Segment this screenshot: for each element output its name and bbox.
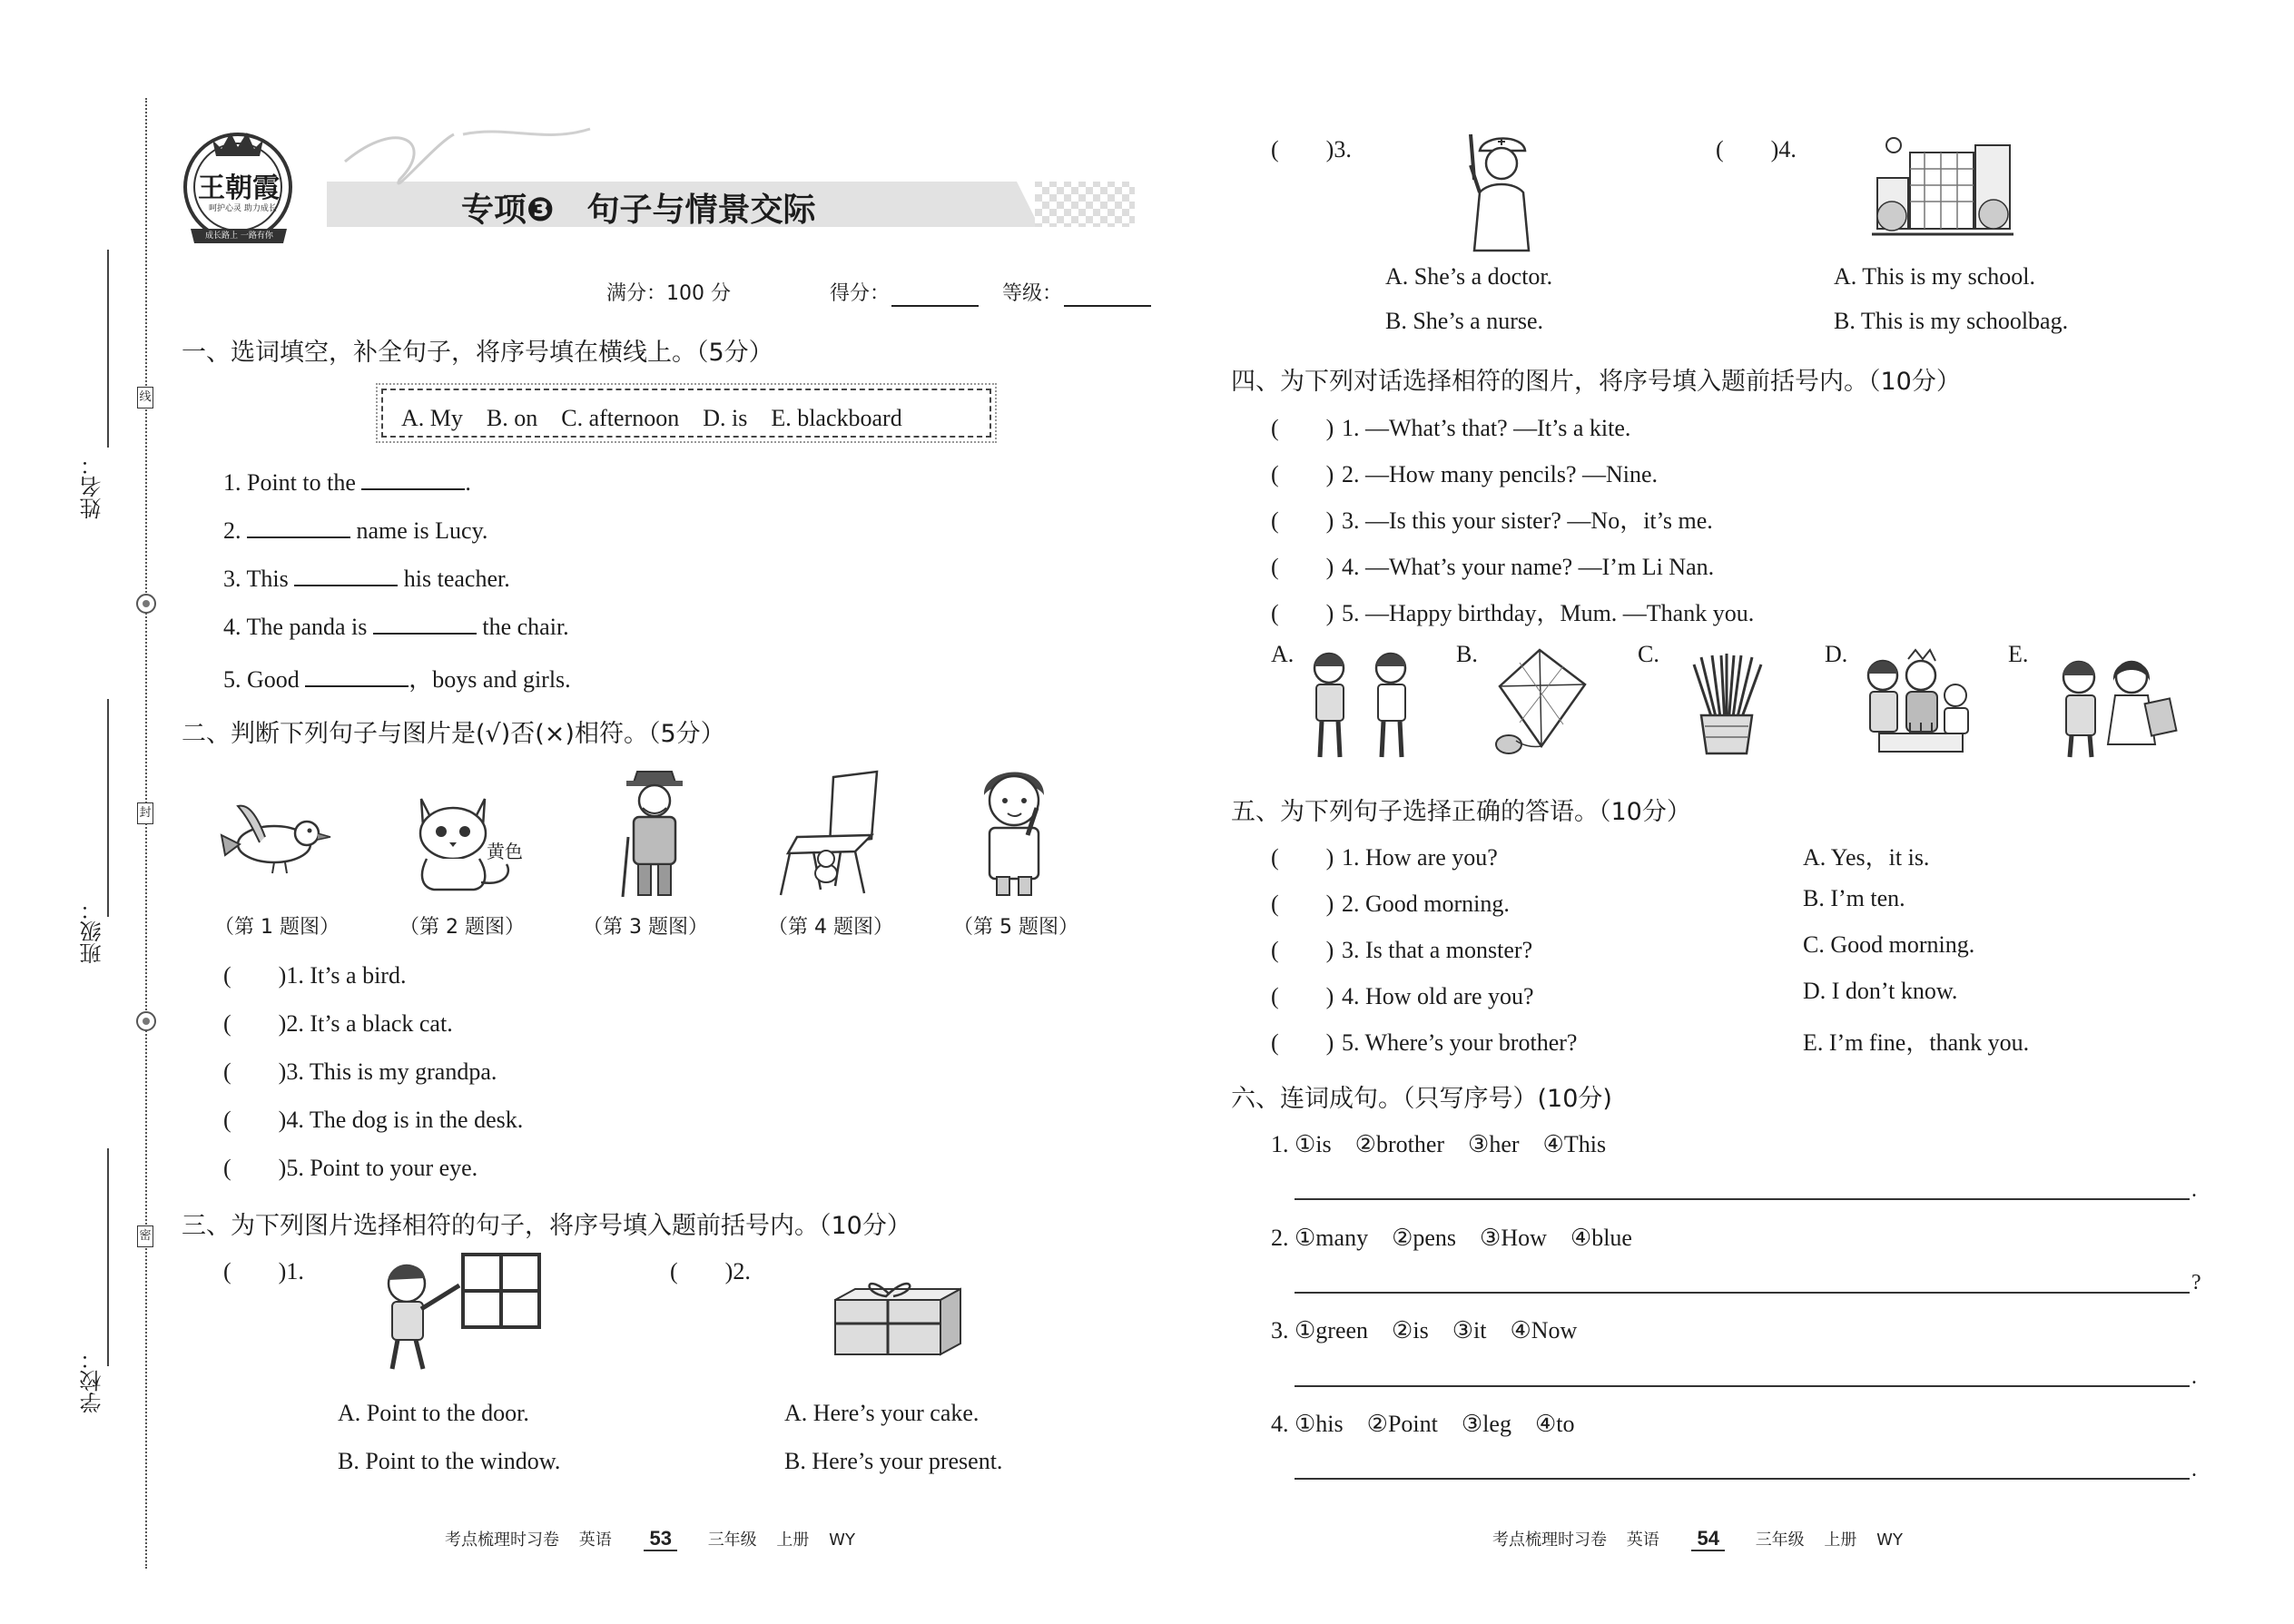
s3-q3-label[interactable]: ( )3. <box>1271 136 1352 162</box>
s5-question-4[interactable] <box>1271 978 1534 1011</box>
school-label: 学校： <box>80 1348 105 1413</box>
footer-left-subject: 英语 <box>578 1530 612 1550</box>
header-banner <box>163 107 1153 257</box>
binding-mark-line: 线 <box>137 387 153 408</box>
footer-right-subject: 英语 <box>1626 1530 1659 1550</box>
binding-solid-line-3 <box>107 1148 109 1366</box>
s3-q4-label[interactable]: ( )4. <box>1716 136 1797 162</box>
s1-item-3 <box>223 565 510 593</box>
grade-label: 等级： <box>1002 282 1063 305</box>
word-box <box>381 389 991 438</box>
grandpa-picture <box>614 764 695 902</box>
two-kids-photo-picture <box>2048 654 2179 759</box>
s1-item-2-after: name is Lucy. <box>356 517 488 544</box>
s5-question-4-text: 4. How old are you? <box>1342 983 1534 1009</box>
s5-answer-e: E. I’m fine，thank you. <box>1803 1029 2030 1056</box>
s2-item-2[interactable]: ( )2. It’s a black cat. <box>223 1010 453 1037</box>
nurse-picture <box>1456 129 1547 254</box>
s3-q4-option-a[interactable]: A. This is my school. <box>1834 263 2035 290</box>
s1-item-3-after: his teacher. <box>403 566 510 592</box>
s2-item-4[interactable]: ( )4. The dog is in the desk. <box>223 1107 524 1133</box>
s1-item-1 <box>223 468 471 497</box>
school-picture <box>1870 133 2015 249</box>
s6-item-2: 2. ①many ②pens ③How ④blue <box>1271 1225 1632 1251</box>
s4-pic-label-a: A. <box>1271 641 1295 667</box>
s3-q2-option-b[interactable]: B. Here’s your present. <box>784 1448 1003 1474</box>
score-label: 得分： <box>830 282 891 305</box>
section4-title: 四、为下列对话选择相符的图片，将序号填入题前括号内。（10分） <box>1231 368 1961 396</box>
footer-left-book: 考点梳理时习卷 <box>445 1530 559 1550</box>
s4-item-5[interactable] <box>1271 595 1754 628</box>
s5-answer-d: D. I don’t know. <box>1803 978 1958 1004</box>
s3-q4-option-b[interactable]: B. This is my schoolbag. <box>1834 308 2069 334</box>
s5-paren-2: ( ) <box>1271 891 1334 917</box>
s3-q3-option-b[interactable]: B. She’s a nurse. <box>1385 308 1544 334</box>
s4-paren-1: ( ) <box>1271 415 1334 441</box>
s5-question-2-text: 2. Good morning. <box>1342 891 1510 917</box>
s6-end-4: . <box>2191 1458 2197 1481</box>
s5-answer-b: B. I’m ten. <box>1803 885 1905 911</box>
bird-picture <box>218 799 336 881</box>
s6-end-3: . <box>2191 1365 2197 1389</box>
footer-right <box>1492 1527 1903 1550</box>
cat-color-label: 黄色 <box>487 841 523 862</box>
footer-left-edition: WY <box>829 1530 855 1550</box>
footer-right-volume: 上册 <box>1824 1530 1857 1550</box>
s1-item-3-text: 3. This <box>223 566 289 592</box>
s1-item-2 <box>223 517 487 545</box>
binding-hole-1 <box>133 590 160 617</box>
section3-title: 三、为下列图片选择相符的句子，将序号填入题前括号内。（10分） <box>182 1212 911 1240</box>
s6-answer-line-4[interactable] <box>1295 1478 2190 1480</box>
s1-blank-5[interactable] <box>305 665 409 687</box>
name-label: 姓名： <box>80 454 105 519</box>
s5-answer-c: C. Good morning. <box>1803 931 1975 958</box>
s4-pic-label-b: B. <box>1456 641 1478 667</box>
s6-item-1: 1. ①is ②brother ③her ④This <box>1271 1131 1607 1157</box>
footer-right-book: 考点梳理时习卷 <box>1492 1530 1607 1550</box>
section5-title: 五、为下列句子选择正确的答语。（10分） <box>1231 798 1691 826</box>
s2-item-5[interactable]: ( )5. Point to your eye. <box>223 1155 478 1181</box>
binding-solid-line-1 <box>107 250 109 448</box>
footer-left-page: 53 <box>644 1527 676 1551</box>
s6-answer-line-2[interactable] <box>1295 1292 2190 1294</box>
boy-point-eye-picture <box>973 761 1055 897</box>
s2-item-3[interactable]: ( )3. This is my grandpa. <box>223 1058 497 1085</box>
section1-title: 一、选词填空，补全句子，将序号填在横线上。（5分） <box>182 339 773 367</box>
s4-item-1-text: 1. —What’s that? —It’s a kite. <box>1342 415 1631 441</box>
s4-pic-label-d: D. <box>1825 641 1848 667</box>
full-score: 满分：100 分 <box>606 282 731 305</box>
binding-solid-line-2 <box>107 699 109 917</box>
s6-end-1: . <box>2191 1178 2197 1202</box>
chair-dog-picture <box>777 768 895 897</box>
s4-paren-3: ( ) <box>1271 507 1334 534</box>
score-blank[interactable] <box>891 280 979 307</box>
s6-item-3: 3. ①green ②is ③it ④Now <box>1271 1317 1578 1343</box>
s1-item-4-text: 4. The panda is <box>223 614 368 640</box>
s1-item-5-after: ，boys and girls. <box>409 666 571 693</box>
s6-item-4: 4. ①his ②Point ③leg ④to <box>1271 1411 1575 1437</box>
s1-item-4 <box>223 613 569 641</box>
s5-answer-a: A. Yes，it is. <box>1803 844 1930 871</box>
section6-title: 六、连词成句。（只写序号）(10分) <box>1231 1085 1612 1113</box>
logo-text: 王朝霞 <box>198 172 280 204</box>
s4-item-2-text: 2. —How many pencils? —Nine. <box>1342 461 1659 487</box>
s1-blank-1[interactable] <box>361 468 465 490</box>
s3-q1-option-a[interactable]: A. Point to the door. <box>338 1400 529 1426</box>
s4-item-3[interactable] <box>1271 502 1713 536</box>
s3-q2-option-a[interactable]: A. Here’s your cake. <box>784 1400 980 1426</box>
s1-item-5-text: 5. Good <box>223 666 300 693</box>
s1-item-5 <box>223 661 571 694</box>
s5-question-5[interactable] <box>1271 1024 1577 1058</box>
present-picture <box>830 1269 966 1360</box>
s5-question-1[interactable] <box>1271 839 1498 872</box>
s1-item-1-after: . <box>465 469 471 496</box>
s1-item-1-text: 1. Point to the <box>223 469 356 496</box>
grade-blank[interactable] <box>1064 280 1151 307</box>
s1-blank-3[interactable] <box>294 565 398 586</box>
s3-q1-label[interactable]: ( )1. <box>223 1258 304 1284</box>
page-title: 专项❸ 句子与情景交际 <box>461 192 816 229</box>
s5-question-5-text: 5. Where’s your brother? <box>1342 1029 1578 1056</box>
caption-4: （第 4 题图） <box>768 916 893 939</box>
footer-left <box>445 1527 855 1550</box>
s4-paren-2: ( ) <box>1271 461 1334 487</box>
s2-item-1[interactable]: ( )1. It’s a bird. <box>223 962 407 989</box>
s4-pic-label-c: C. <box>1638 641 1659 667</box>
s6-answer-line-3[interactable] <box>1295 1385 2190 1387</box>
section2-title: 二、判断下列句子与图片是(√)否(×)相符。（5分） <box>182 720 725 748</box>
s5-paren-4: ( ) <box>1271 983 1334 1009</box>
s4-item-3-text: 3. —Is this your sister? —No，it’s me. <box>1342 507 1713 534</box>
s4-paren-4: ( ) <box>1271 554 1334 580</box>
s5-question-3[interactable] <box>1271 931 1532 965</box>
footer-right-page: 54 <box>1691 1527 1724 1551</box>
s3-q1-option-b[interactable]: B. Point to the window. <box>338 1448 561 1474</box>
s5-paren-5: ( ) <box>1271 1029 1334 1056</box>
s4-paren-5: ( ) <box>1271 600 1334 626</box>
s3-q3-option-a[interactable]: A. She’s a doctor. <box>1385 263 1553 290</box>
s4-item-5-text: 5. —Happy birthday，Mum. —Thank you. <box>1342 600 1755 626</box>
word-box-text: A. My B. on C. afternoon D. is E. blackboard <box>401 405 902 431</box>
binding-mark-secret: 密 <box>137 1225 153 1247</box>
s5-question-1-text: 1. How are you? <box>1342 844 1498 871</box>
two-boys-picture <box>1302 648 1420 761</box>
s4-pic-label-e: E. <box>2008 641 2029 667</box>
birthday-picture <box>1856 648 1983 761</box>
binding-dotted-line <box>145 98 147 1569</box>
s4-item-4[interactable] <box>1271 548 1714 582</box>
s1-item-4-after: the chair. <box>482 614 569 640</box>
caption-2: （第 2 题图） <box>399 916 525 939</box>
s4-item-2[interactable] <box>1271 456 1658 489</box>
logo-slogan: 呵护心灵 助力成长 <box>209 204 277 213</box>
boy-window-picture <box>372 1249 545 1378</box>
caption-5: （第 5 题图） <box>953 916 1078 939</box>
s5-question-2[interactable] <box>1271 885 1510 919</box>
s4-item-4-text: 4. —What’s your name? —I’m Li Nan. <box>1342 554 1715 580</box>
caption-1: （第 1 题图） <box>214 916 340 939</box>
footer-left-volume: 上册 <box>776 1530 810 1550</box>
s3-q2-label[interactable]: ( )2. <box>670 1258 751 1284</box>
s5-paren-3: ( ) <box>1271 937 1334 963</box>
pencils-picture <box>1681 652 1772 757</box>
s6-answer-line-1[interactable] <box>1295 1198 2190 1200</box>
footer-left-grade: 三年级 <box>707 1530 757 1550</box>
s5-paren-1: ( ) <box>1271 844 1334 871</box>
footer-right-edition: WY <box>1876 1530 1903 1550</box>
kite-picture <box>1489 646 1598 759</box>
caption-3: （第 3 题图） <box>583 916 708 939</box>
binding-mark-seal: 封 <box>137 802 153 824</box>
logo-ribbon: 成长路上 一路有你 <box>205 231 273 241</box>
s1-item-2-text: 2. <box>223 517 241 544</box>
s4-item-1[interactable] <box>1271 409 1630 443</box>
s6-end-2: ? <box>2191 1271 2201 1294</box>
s1-blank-2[interactable] <box>247 517 350 538</box>
footer-right-grade: 三年级 <box>1755 1530 1805 1550</box>
s1-blank-4[interactable] <box>373 613 477 635</box>
binding-hole-2 <box>133 1008 160 1035</box>
s5-question-3-text: 3. Is that a monster? <box>1342 937 1533 963</box>
class-label: 班级： <box>80 899 105 964</box>
